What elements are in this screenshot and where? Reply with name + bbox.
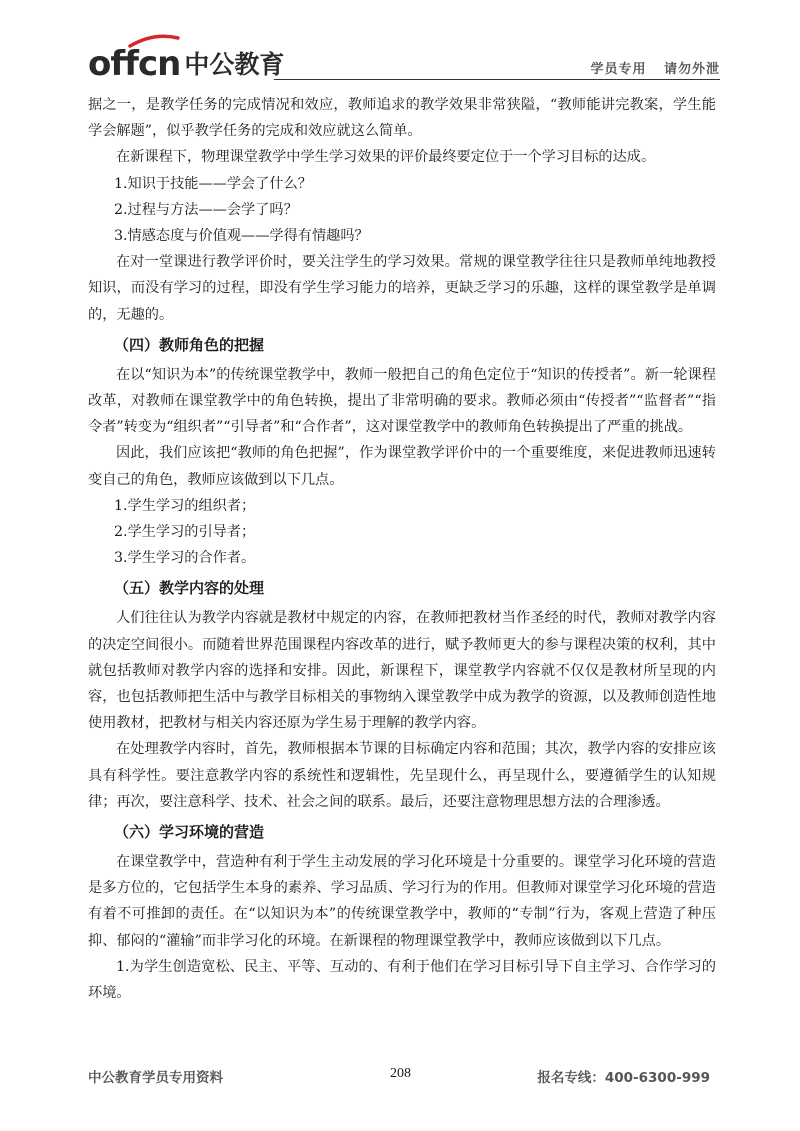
paragraph: 在处理教学内容时，首先，教师根据本节课的目标确定内容和范围；其次，教学内容的安排应该具有科学性。要注意教学内容的系统性和逻辑性，先呈现什么，再呈现什么，要遵循学生的认知规律；再次，要注意科学、技术、社会之间的联系。最后，还要注意物理思想方法的合理渗透。 <box>88 741 716 810</box>
paragraph: 在以“知识为本”的传统课堂教学中，教师一般把自己的角色定位于“知识的传授者”。新一轮课程改革，对教师在课堂教学中的角色转换，提出了非常明确的要求。教师必须由“传授者”“监督者”“指令者”转变为“组织者”“引导者”和“合作者”，这对课堂教学中的教师角色转换提出了严重的挑战。 <box>88 366 716 436</box>
list-item: 1.学生学习的组织者； <box>114 497 256 514</box>
page-content <box>88 92 716 1006</box>
paragraph: 在课堂教学中，营造种有利于学生主动发展的学习化环境是十分重要的。课堂学习化环境的营造是多方位的，它包括学生本身的素养、学习品质、学习行为的作用。但教师对课堂学习化环境的营造有着不可推卸的责任。在“以知识为本”的传统课堂教学中，教师的“专制”行为，客观上营造了种压抑、郁闷的“灌输”而非学习化的环境。在新课程的物理课堂教学中，教师应该做到以下几点。 <box>88 854 716 949</box>
offcn-logo <box>88 40 284 82</box>
header-tag-students-only: 学员专用 <box>590 62 647 77</box>
list-item: 2.过程与方法——会学了吗？ <box>114 201 298 218</box>
paragraph: 1.为学生创造宽松、民主、平等、互动的、有利于他们在学习目标引导下自主学习、合作学习的环境。 <box>88 958 716 1002</box>
logo-swoosh-icon <box>128 34 180 48</box>
footer-hotline: 报名专线：400-6300-999 <box>537 1070 710 1086</box>
paragraph: 在新课程下，物理课堂教学中学生学习效果的评价最终要定位于一个学习目标的达成。 <box>116 149 656 166</box>
page-footer <box>88 1064 710 1088</box>
list-item: 3.情感态度与价值观——学得有情趣吗？ <box>114 228 369 245</box>
paragraph: 据之一，是教学任务的完成情况和效应，教师追求的教学效果非常狭隘，“教师能讲完教案，学生能学会解题”，似乎教学任务的完成和效应就这么简单。 <box>88 97 716 140</box>
header-rule <box>274 79 720 80</box>
logo-text-cn: 中公教育 <box>184 50 285 79</box>
list-item: 1.知识于技能——学会了什么？ <box>114 175 312 192</box>
paragraph: 在对一堂课进行教学评价时，要关注学生的学习效果。常规的课堂教学往往只是教师单纯地教授知识，而没有学习的过程，即没有学生学习能力的培养，更缺乏学习的乐趣，这样的课堂教学是单调的，无趣的。 <box>88 254 716 323</box>
header-tags <box>590 58 720 77</box>
paragraph: 人们往往认为教学内容就是教材中规定的内容，在教师把教材当作圣经的时代，教师对教学内容的决定空间很小。而随着世界范围课程内容改革的进行，赋予教师更大的参与课程决策的权利，其中就包括教师对教学内容的选择和安排。因此，新课程下，课堂教学内容就不仅仅是教材所呈现的内容，也包括教师把生活中与教学目标相关的事物纳入课堂教学中成为教学的资源，以及教师创造性地使用教材，把教材与相关内容还原为学生易于理解的教学内容。 <box>88 610 716 732</box>
list-item: 2.学生学习的引导者； <box>114 524 256 541</box>
logo-text-en: offcn <box>88 44 181 84</box>
footer-source: 中公教育学员专用资料 <box>88 1070 223 1086</box>
page-header <box>88 38 720 84</box>
page-number: 208 <box>390 1066 411 1081</box>
list-item: 3.学生学习的合作者。 <box>114 550 256 567</box>
section-heading-content-handling: （五）教学内容的处理 <box>114 579 265 598</box>
header-tag-confidential: 请勿外泄 <box>663 62 720 77</box>
section-heading-teacher-role: （四）教师角色的把握 <box>114 335 265 354</box>
section-heading-learning-environment: （六）学习环境的营造 <box>114 823 265 842</box>
paragraph: 因此，我们应该把“教师的角色把握”，作为课堂教学评价中的一个重要维度，来促进教师迅速转变自己的角色，教师应该做到以下几点。 <box>88 445 716 488</box>
